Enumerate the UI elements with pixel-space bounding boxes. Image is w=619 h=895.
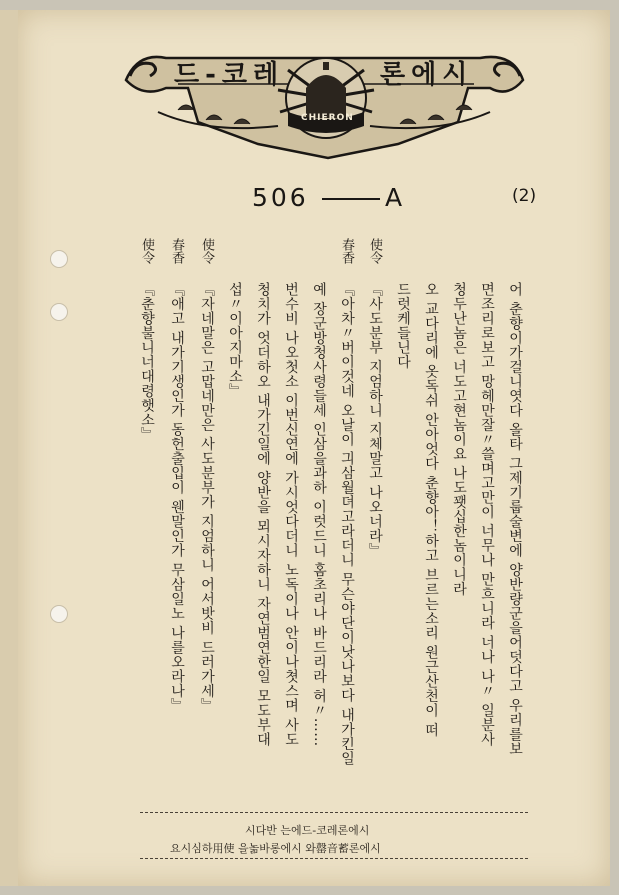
script-column: 『애고 내가기생인가 동헌출입이 웬말인가 무삼일노 나를오라나』 <box>169 282 185 713</box>
speaker-label: 使令 <box>139 238 154 264</box>
script-column: 『자네말은 고맙네만은 사도분부가 지엄하니 어서밧비 드러가세』 <box>199 282 215 713</box>
script-column: 『아차〃버이것네 오날이 긔삼월뎌고라더니 무슨야단이낫나보다 내가킨일 <box>339 282 355 766</box>
page-number: (2) <box>512 186 537 206</box>
record-dash <box>322 198 380 200</box>
punch-hole <box>50 250 68 268</box>
record-side: A <box>385 183 403 212</box>
script-column: 『사도분부 지엄하니 지체말고 나오너라』 <box>367 282 383 558</box>
footer-line-1: 시다반 는에드-코레론에시 <box>245 824 370 837</box>
script-column: 번수비 나오첫소 이번신연에 가시엇다더니 노독이나 안이나쳣스며 사도 <box>283 282 299 747</box>
header-title-left: 드-코레 <box>174 60 285 90</box>
speaker-label: 使令 <box>367 238 382 264</box>
script-column: 예 장군방청사령들세 인삼을과하 이럿드니 홈초리나 바드리라 허〃…… <box>311 282 327 747</box>
script-column: 드럿케들닌다 <box>395 282 411 369</box>
script-column: 청두난놈은 너도고현놈이요 나도꽷십한놈이니라 <box>451 282 467 597</box>
speaker-label: 使令 <box>199 238 214 264</box>
label-header <box>118 40 533 160</box>
script-column: 오 교다리에 옷독쉬 안아엇다 춘향아！하고 브르는소리 원근산천이 떠 <box>423 282 439 738</box>
record-number: 506 <box>252 183 309 212</box>
script-column: 섭〃이아지마소』 <box>227 282 243 398</box>
footer-rule <box>140 812 528 813</box>
header-title-right: 론에시 <box>380 60 474 90</box>
punch-hole <box>50 605 68 623</box>
script-column: 『춘향불니너대령햇소』 <box>139 282 155 442</box>
speaker-label: 春香 <box>339 238 354 264</box>
script-column: 면조리로보고 망헤만잘〃쓸며고만이 너무나 만흐니라 너나 나〃 일분사 <box>479 282 495 747</box>
speaker-label: 春香 <box>169 238 184 264</box>
script-column: 청치가 엇더하오 내가긴일에 양반을 뫼시자하니 자연범연한일 모도부대 <box>255 282 271 747</box>
punch-hole <box>50 303 68 321</box>
script-column: 어 춘향이가걸니엿다 올타 그제기룹술변에 양반량군을어덧다고 우리를보 <box>507 282 523 757</box>
footer-line-2: 요시심하用使 을놂바롱에시 와罄音蓄론에시 <box>170 842 381 855</box>
brand-label: CHIERON <box>301 113 354 123</box>
binding-edge <box>0 10 19 886</box>
footer-rule <box>140 858 528 859</box>
